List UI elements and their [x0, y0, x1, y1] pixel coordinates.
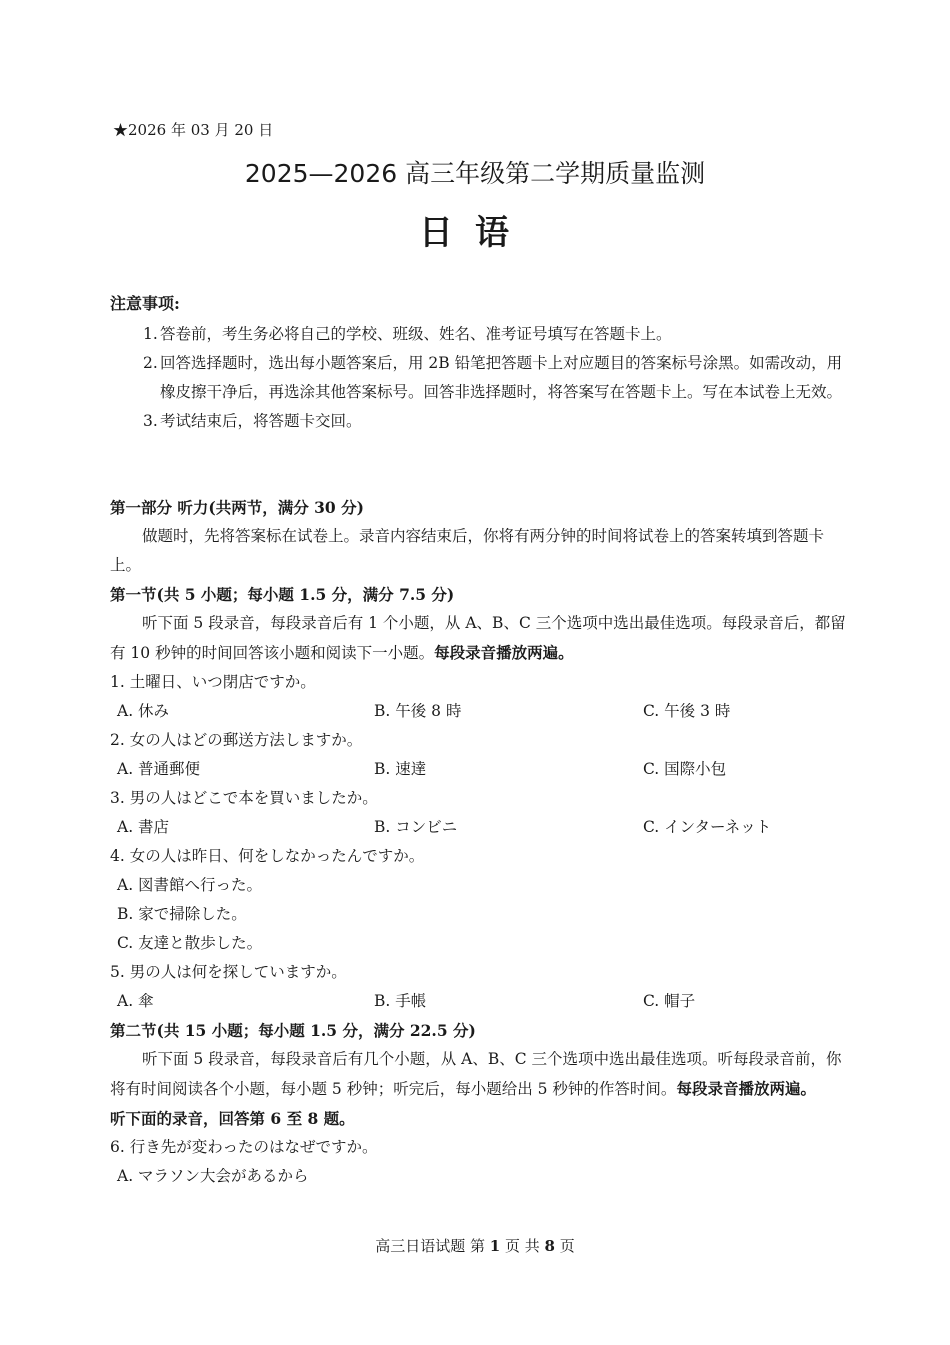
note-number: 2. [143, 354, 158, 372]
question-3-stem: 3. 男の人はどこで本を買いましたか。 [110, 789, 378, 807]
section2-heading: 第二节(共 15 小题；每小题 1.5 分，满分 22.5 分) [110, 1021, 476, 1040]
exam-date: ★2026 年 03 月 20 日 [113, 121, 274, 139]
question-1-stem: 1. 土曜日、いつ閉店ですか。 [110, 673, 316, 691]
option-a: A. 書店 [117, 818, 170, 836]
option-a: A. 休み [117, 702, 170, 720]
part1-heading: 第一部分 听力(共两节，满分 30 分) [110, 498, 364, 517]
note-text: 考试结束后，将答题卡交回。 [160, 412, 362, 430]
note-number: 1. [143, 325, 158, 343]
group-heading: 听下面的录音，回答第 6 至 8 题。 [110, 1109, 355, 1128]
question-5-options [110, 987, 846, 1016]
note-item [143, 349, 845, 407]
section1-instruction-emphasis: 每段录音播放两遍。 [434, 643, 574, 662]
section1-heading: 第一节(共 5 小题；每小题 1.5 分，满分 7.5 分) [110, 585, 455, 604]
option-c: C. 帽子 [643, 992, 696, 1010]
option-a: A. 傘 [117, 992, 154, 1010]
option-c: C. 午後 3 時 [643, 702, 731, 720]
option-c: C. 国際小包 [643, 760, 727, 778]
exam-body [110, 493, 846, 1191]
notes-heading: 注意事项: [110, 294, 180, 313]
note-text: 答卷前，考生务必将自己的学校、班级、姓名、准考证号填写在答题卡上。 [160, 325, 672, 343]
page-footer [0, 1235, 950, 1257]
option-c: C. 友達と散歩した。 [117, 934, 263, 952]
footer-page-number: 1 [489, 1237, 501, 1255]
footer-mid: 页 共 [504, 1237, 540, 1255]
section2-instruction-text: 听下面 5 段录音，每段录音后有几个小题，从 A、B、C 三个选项中选出最佳选项。听每段录音前，你将有时间阅读各个小题，每小题 5 秒钟；听完后，每小题给出 5 秒钟的作答时间。 [110, 1050, 842, 1098]
note-text: 回答选择题时，选出每小题答案后，用 2B 铅笔把答题卡上对应题目的答案标号涂黑。如需改动，用橡皮擦干净后，再选涂其他答案标号。回答非选择题时，将答案写在答题卡上。写在本试卷上无效。 [160, 354, 843, 401]
option-a: A. マラソン大会があるから [117, 1167, 309, 1185]
footer-prefix: 高三日语试题 第 [375, 1237, 485, 1255]
option-a: A. 普通郵便 [117, 760, 201, 778]
option-b: B. 手帳 [374, 992, 427, 1010]
question-1-options [110, 697, 846, 726]
footer-suffix: 页 [559, 1237, 575, 1255]
section2-instruction-emphasis: 每段录音播放两遍。 [676, 1079, 816, 1098]
footer-total-pages: 8 [544, 1237, 555, 1255]
option-b: B. 午後 8 時 [374, 702, 462, 720]
part1-instruction: 做题时，先将答案标在试卷上。录音内容结束后，你将有两分钟的时间将试卷上的答案转填到答题卡上。 [110, 527, 825, 574]
option-b: B. コンビニ [374, 818, 458, 836]
option-b: B. 家で掃除した。 [117, 905, 247, 923]
note-number: 3. [143, 412, 158, 430]
section2-instruction [110, 1045, 846, 1104]
option-a: A. 図書館へ行った。 [117, 876, 263, 894]
note-item [143, 320, 845, 349]
option-c: C. インターネット [643, 818, 772, 836]
notes-list [110, 320, 845, 436]
question-2-stem: 2. 女の人はどの郵送方法しますか。 [110, 731, 363, 749]
subject-title: 日语 [419, 213, 531, 253]
question-6-stem: 6. 行き先が変わったのはなぜですか。 [110, 1138, 378, 1156]
option-b: B. 速達 [374, 760, 427, 778]
note-item [143, 407, 845, 436]
question-2-options [110, 755, 846, 784]
question-4-stem: 4. 女の人は昨日、何をしなかったんですか。 [110, 847, 425, 865]
section1-instruction-text: 听下面 5 段录音，每段录音后有 1 个小题，从 A、B、C 三个选项中选出最佳选项。每段录音后，都留有 10 秒钟的时间回答该小题和阅读下一小题。 [110, 614, 846, 662]
exam-title: 2025—2026 高三年级第二学期质量监测 [244, 159, 706, 188]
question-5-stem: 5. 男の人は何を探していますか。 [110, 963, 347, 981]
question-3-options [110, 813, 846, 842]
section1-instruction [110, 609, 846, 668]
